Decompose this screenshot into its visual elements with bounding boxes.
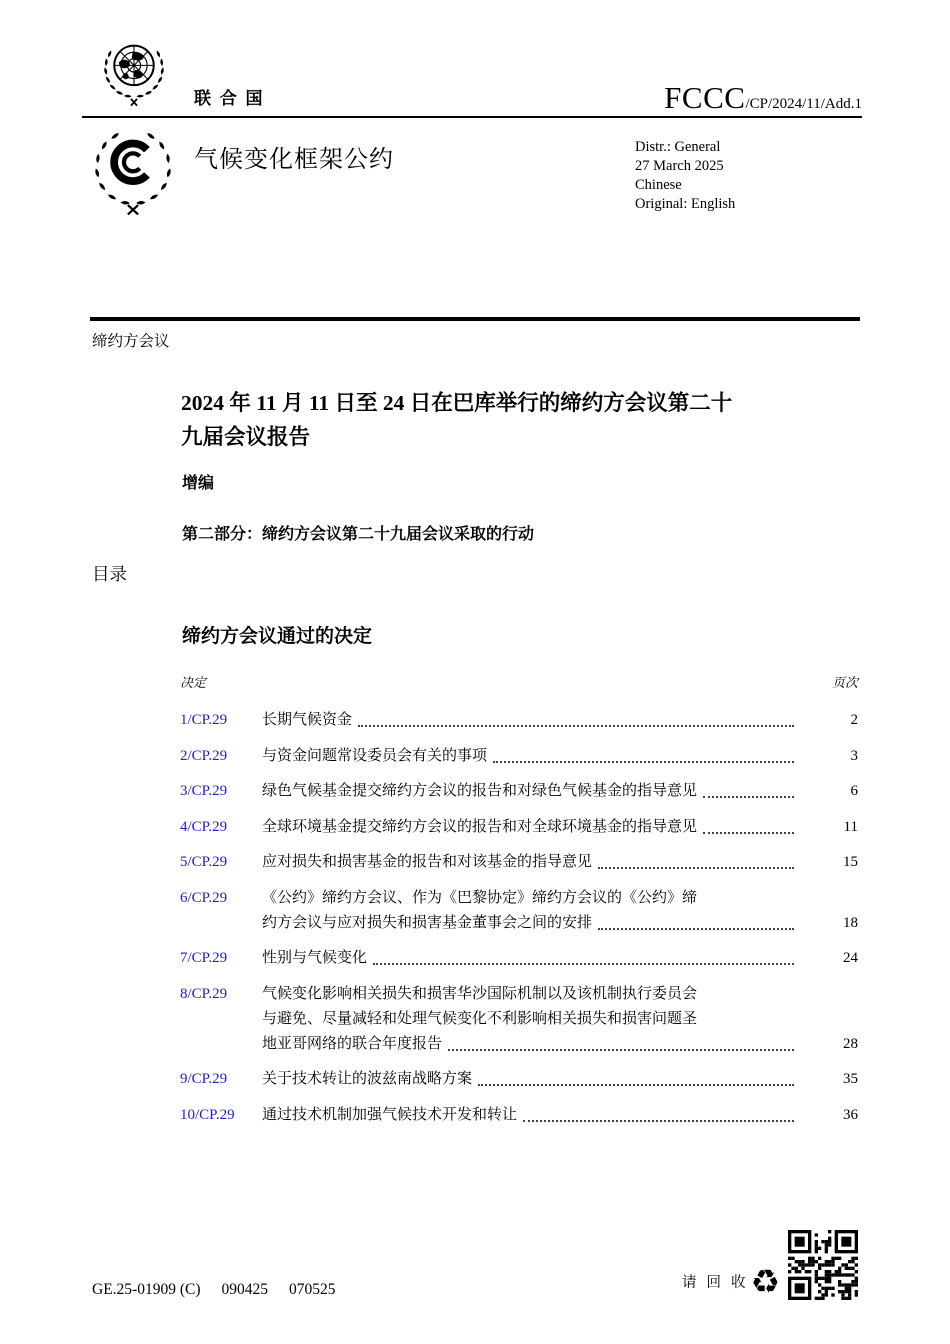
toc-page-number: 11 (843, 818, 858, 835)
toc-line-text: 约方会议与应对损失和损害基金董事会之间的安排 (262, 914, 593, 931)
toc-leader (598, 911, 794, 930)
toc-entry (180, 1067, 858, 1092)
date-line: 27 March 2025 (635, 158, 724, 174)
toc-header-page: 页次 (831, 675, 858, 690)
un-emblem-icon (92, 35, 176, 111)
toc-page-number: 15 (843, 854, 858, 870)
original-line: Original: English (635, 196, 736, 212)
toc-entry (180, 708, 858, 733)
toc-leader (703, 779, 794, 798)
toc-page-number: 24 (843, 950, 858, 966)
toc-entry (180, 815, 858, 840)
org-name: 气候变化框架公约 (194, 146, 394, 173)
decision-link[interactable]: 1/CP.29 (180, 712, 228, 728)
decision-link[interactable]: 10/CP.29 (180, 1106, 235, 1123)
unfccc-emblem-icon (90, 123, 176, 217)
toc-page-number: 6 (850, 783, 858, 799)
toc-entry (180, 946, 858, 971)
toc-line-text: 与避免、尽量减轻和处理气候变化不利影响相关损失和损害问题圣 (262, 1010, 698, 1027)
toc-line-text: 性别与气候变化 (262, 950, 368, 966)
decision-link[interactable]: 7/CP.29 (180, 950, 228, 966)
decision-link[interactable]: 8/CP.29 (180, 985, 228, 1002)
recycle-label: 请 回 收 (682, 1274, 749, 1291)
report-title-line2: 九届会议报告 (181, 425, 311, 449)
toc-line-text: 气候变化影响相关损失和损害华沙国际机制以及该机制执行委员会 (262, 985, 698, 1002)
toc-page-number: 18 (843, 914, 858, 931)
doc-symbol-prefix: FCCC (664, 80, 746, 115)
toc-page-number: 36 (843, 1106, 858, 1123)
decision-link[interactable]: 2/CP.29 (180, 747, 228, 764)
decision-link[interactable]: 5/CP.29 (180, 854, 228, 870)
table-of-contents (180, 672, 858, 1138)
toc-leader (493, 744, 794, 763)
toc-entry (180, 1103, 858, 1128)
doc-symbol (664, 80, 862, 116)
toc-page-number: 35 (843, 1071, 858, 1087)
toc-line-text: 地亚哥网络的联合年度报告 (262, 1035, 443, 1052)
doc-symbol-suffix: /CP/2024/11/Add.1 (745, 96, 862, 112)
toc-line-text: 应对损失和损害基金的报告和对该基金的指导意见 (262, 854, 593, 870)
contents-label: 目录 (92, 564, 127, 584)
section-rule (90, 317, 860, 321)
qr-code (788, 1230, 858, 1300)
language-line: Chinese (635, 177, 682, 193)
report-title (181, 386, 831, 454)
recycle-box (682, 1258, 780, 1304)
toc-line-text: 长期气候资金 (262, 712, 353, 728)
toc-header (180, 672, 858, 691)
decision-link[interactable]: 3/CP.29 (180, 783, 228, 799)
ge-number: GE.25-01909 (C) (92, 1281, 201, 1298)
toc-line-text: 与资金问题常设委员会有关的事项 (262, 747, 488, 764)
toc-line-text: 全球环境基金提交缔约方会议的报告和对全球环境基金的指导意见 (262, 818, 698, 835)
addendum-label: 增编 (182, 475, 215, 492)
distr-line: Distr.: General (635, 139, 721, 155)
toc-page-number: 3 (850, 747, 858, 764)
toc-header-decision: 决定 (180, 675, 207, 690)
toc-line-text: 通过技术机制加强气候技术开发和转让 (262, 1106, 518, 1123)
toc-leader (448, 1032, 794, 1051)
distr-block (635, 138, 735, 214)
decisions-heading: 缔约方会议通过的决定 (182, 626, 373, 647)
toc-page-number: 28 (843, 1035, 858, 1052)
toc-entry (180, 886, 858, 936)
footer-print-line (92, 1281, 336, 1299)
toc-leader (358, 708, 794, 727)
toc-line-text: 绿色气候基金提交缔约方会议的报告和对绿色气候基金的指导意见 (262, 783, 698, 799)
toc-leader (523, 1103, 794, 1122)
decision-link[interactable]: 9/CP.29 (180, 1071, 228, 1087)
toc-entry (180, 744, 858, 769)
toc-line-text: 关于技术转让的波兹南战略方案 (262, 1071, 473, 1087)
toc-leader (598, 850, 794, 869)
toc-entry (180, 850, 858, 875)
toc-line-text: 《公约》缔约方会议、作为《巴黎协定》缔约方会议的《公约》缔 (262, 889, 698, 906)
print-code-1: 090425 (221, 1281, 268, 1298)
part-label: 第二部分：缔约方会议第二十九届会议采取的行动 (182, 526, 535, 543)
header-rule (82, 116, 862, 118)
toc-leader (478, 1067, 794, 1086)
report-title-line1: 2024 年 11 月 11 日至 24 日在巴库举行的缔约方会议第二十 (181, 391, 733, 415)
decision-link[interactable]: 4/CP.29 (180, 818, 228, 835)
organ-label: 缔约方会议 (92, 333, 170, 350)
toc-leader (373, 946, 794, 965)
un-name: 联 合 国 (194, 89, 265, 108)
toc-page-number: 2 (850, 712, 858, 728)
toc-entry (180, 982, 858, 1057)
toc-entry (180, 779, 858, 804)
decision-link[interactable]: 6/CP.29 (180, 889, 228, 906)
print-code-2: 070525 (289, 1281, 336, 1298)
recycle-icon: ♻ (750, 1261, 781, 1301)
toc-leader (703, 815, 794, 834)
